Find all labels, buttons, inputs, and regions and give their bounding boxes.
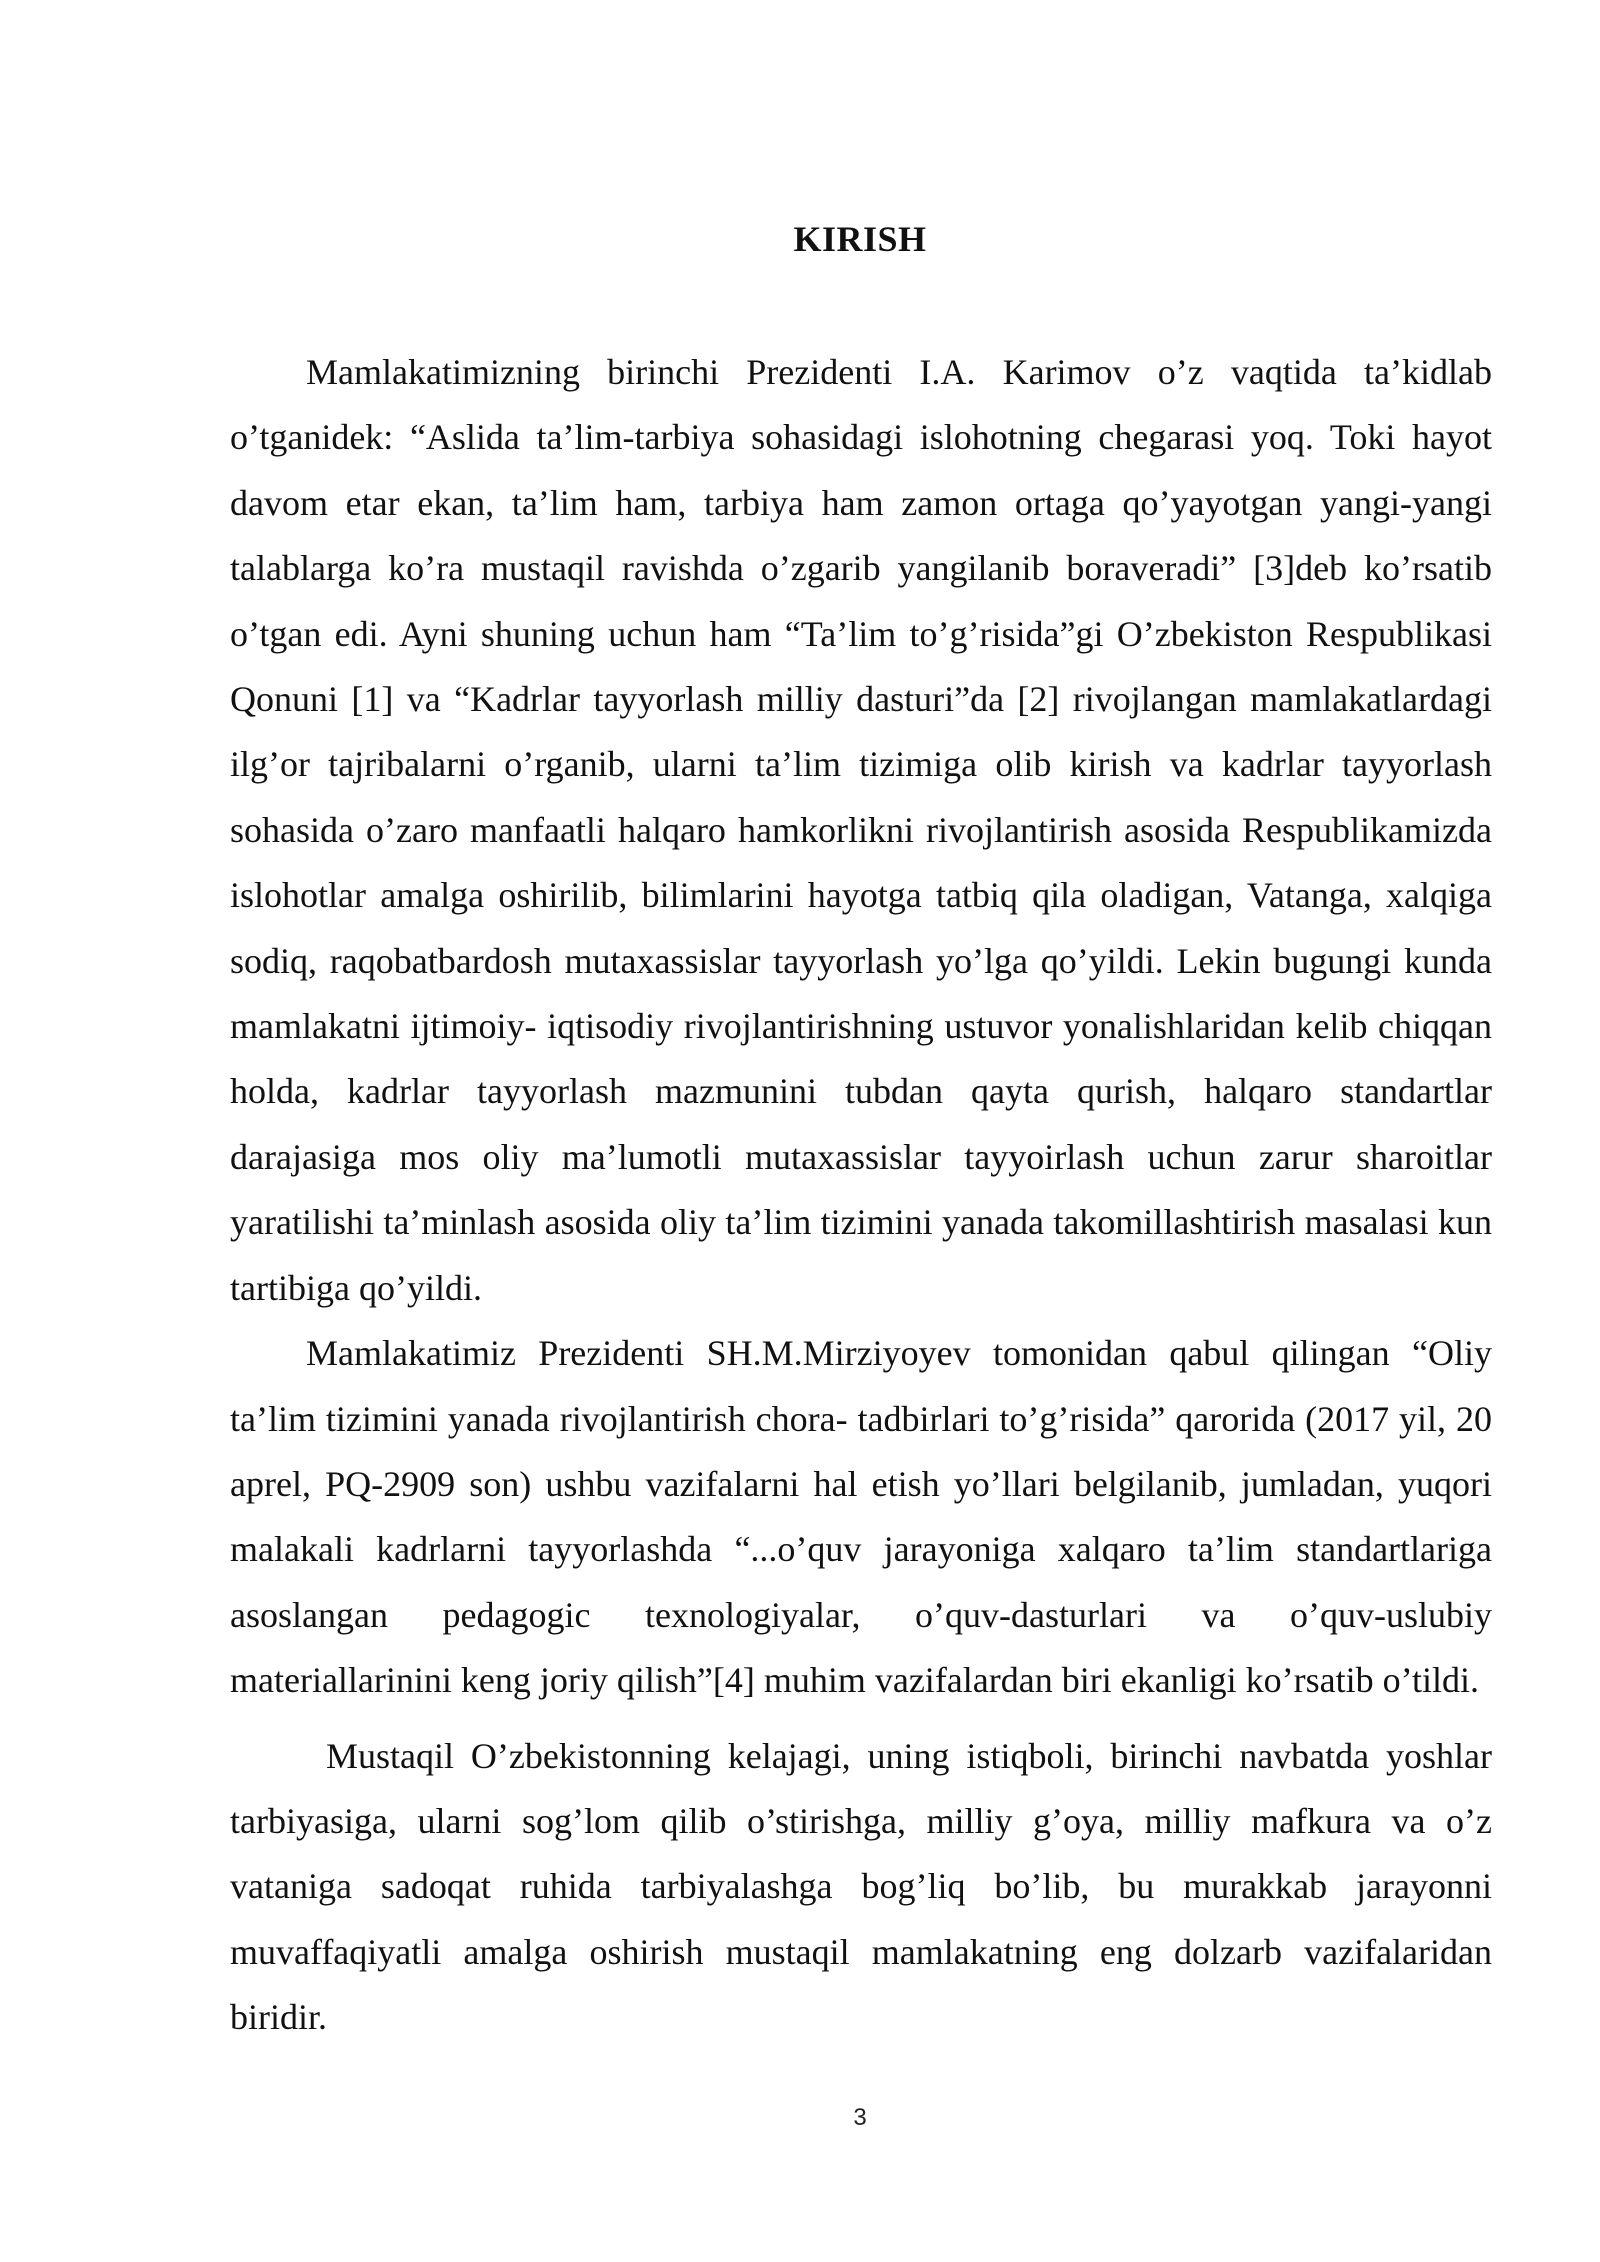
page-title: KIRISH	[793, 219, 927, 259]
paragraph-1: Mamlakatimizning birinchi Prezidenti I.A. Karimov o’z vaqtida ta’kidlab o’tganidek: “Aslida ta’lim-tarbiya sohasidagi islohotning chegarasi yoq. Toki hayot davom etar ekan, ta’lim ham, tarbiya ham zamon ortaga qo’yayotgan yangi-yangi talablarga ko’ra mustaqil ravishda o’zgarib yangilanib boraveradi” [3]deb ko’rsatib o’tgan edi. Ayni shuning uchun ham “Ta’lim to’g’risida”gi O’zbekiston Respublikasi Qonuni [1] va “Kadrlar tayyorlash milliy dasturi”da [2] rivojlangan mamlakatlardagi ilg’or tajribalarni o’rganib, ularni ta’lim tizimiga olib kirish va kadrlar tayyorlash sohasida o’zaro manfaatli halqaro hamkorlikni rivojlantirish asosida Respublikamizda islohotlar amalga oshirilib, bilimlarini hayotga tatbiq qila oladigan, Vatanga, xalqiga sodiq, raqobatbardosh mutaxassislar tayyorlash yo’lga qo’yildi. Lekin bugungi kunda mamlakatni ijtimoiy- iqtisodiy rivojlantirishning ustuvor yonalishlaridan kelib chiqqan holda, kadrlar tayyorlash mazmunini tubdan qayta qurish, halqaro standartlar darajasiga mos oliy ma’lumotli mutaxassislar tayyoirlash uchun zarur sharoitlar yaratilishi ta’minlash asosida oliy ta’lim tizimini yanada takomillashtirish masalasi kun tartibiga qo’yildi.	[230, 352, 1492, 1308]
body-text	[230, 340, 1492, 2051]
paragraph-2: Mamlakatimiz Prezidenti SH.M.Mirziyoyev tomonidan qabul qilingan “Oliy ta’lim tizimini yanada rivojlantirish chora- tadbirlari to’g’risida” qarorida (2017 yil, 20 aprel, PQ-2909 son) ushbu vazifalarni hal etish yo’llari belgilanib, jumladan, yuqori malakali kadrlarni tayyorlashda “...o’quv jarayoniga xalqaro ta’lim standartlariga asoslangan pedagogic texnologiyalar, o’quv-dasturlari va o’quv-uslubiy materiallarinini keng joriy qilish”[4] muhim vazifalardan biri ekanligi ko’rsatib o’tildi.	[230, 1333, 1492, 1701]
paragraph-3: Mustaqil O’zbekistonning kelajagi, uning istiqboli, birinchi navbatda yoshlar tarbiyasiga, ularni sog’lom qilib o’stirishga, milliy g’oya, milliy mafkura va o’z vataniga sadoqat ruhida tarbiyalashga bog’liq bo’lib, bu murakkab jarayonni muvaffaqiyatli amalga oshirish mustaqil mamlakatning eng dolzarb vazifalaridan biridir.	[230, 1735, 1492, 2038]
page-number: 3	[853, 2104, 867, 2131]
